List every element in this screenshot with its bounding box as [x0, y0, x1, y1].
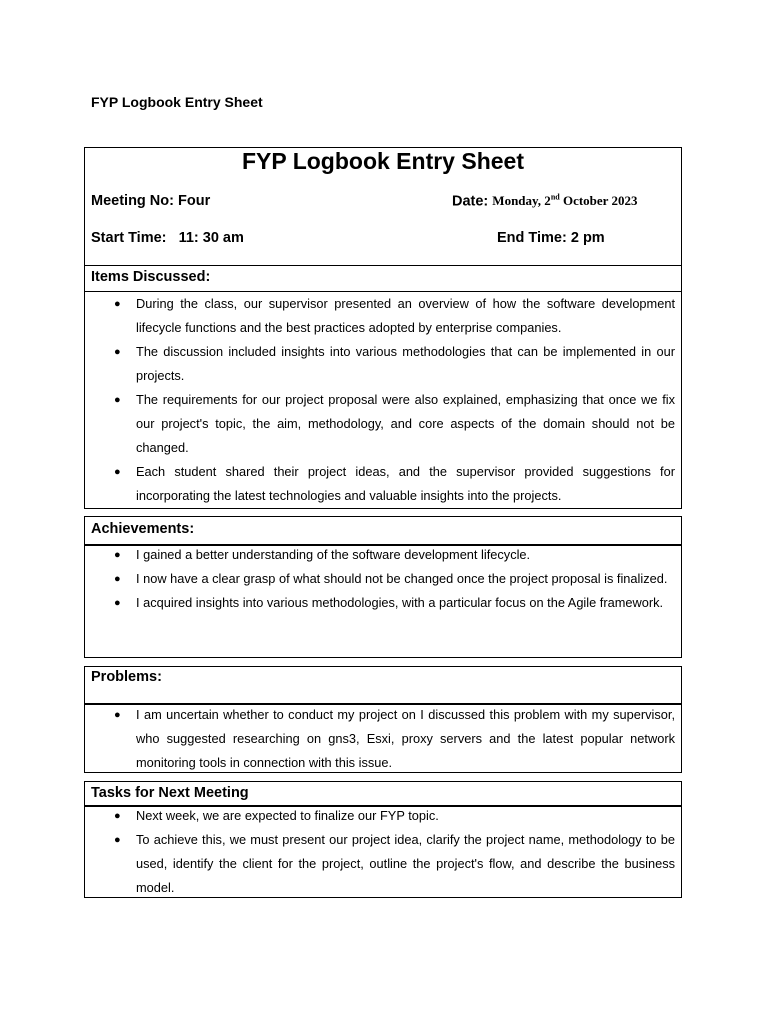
problems-title: Problems:	[84, 666, 682, 704]
start-time-value: 11: 30 am	[178, 230, 244, 246]
items-discussed-title: Items Discussed:	[84, 265, 682, 292]
page-header: FYP Logbook Entry Sheet	[91, 94, 263, 110]
meeting-number-label: Meeting No:	[91, 193, 174, 209]
list-item: ● I acquired insights into various methodologies, with a particular focus on the Agile framework.	[85, 591, 681, 615]
start-time-label: Start Time:	[91, 230, 167, 246]
list-item: ● Each student shared their project ideas, and the supervisor provided suggestions for incorporating the latest technologies and valuable insights into the projects.	[85, 460, 681, 508]
bullet-icon: ●	[114, 466, 121, 478]
sheet-title: FYP Logbook Entry Sheet	[242, 148, 524, 174]
bullet-icon: ●	[114, 573, 121, 585]
problems-body	[84, 704, 682, 773]
start-time-field	[91, 230, 244, 246]
list-item: ● The requirements for our project proposal were also explained, emphasizing that once we fix our project's topic, the aim, methodology, and core aspects of the domain should not be changed.	[85, 388, 681, 460]
achievements-list	[85, 543, 681, 615]
bullet-icon: ●	[114, 709, 121, 721]
bullet-icon: ●	[114, 346, 121, 358]
items-discussed-list	[85, 292, 681, 508]
list-item: ● I gained a better understanding of the software development lifecycle.	[85, 543, 681, 567]
bullet-icon: ●	[114, 394, 121, 406]
tasks-list	[85, 804, 681, 900]
end-time-value: 2 pm	[570, 230, 605, 246]
date-value: Monday, 2nd October 2023	[492, 193, 638, 209]
end-time-field	[497, 230, 605, 246]
bullet-icon: ●	[114, 549, 121, 561]
meeting-number-value: Four	[178, 193, 211, 209]
list-item: ● To achieve this, we must present our project idea, clarify the project name, methodology to be used, identify the client for the project, outline the project's flow, and describe the business model.	[85, 828, 681, 900]
bullet-icon: ●	[114, 810, 121, 822]
list-item: ● I am uncertain whether to conduct my project on I discussed this problem with my supervisor, who suggested researching on gns3, Esxi, proxy servers and the latest popular network monitoring tools in connection with this issue.	[85, 703, 681, 775]
tasks-body	[84, 806, 682, 898]
date-label: Date:	[452, 193, 489, 210]
problems-list	[85, 703, 681, 775]
meeting-number-field	[91, 193, 210, 209]
list-item: ● Next week, we are expected to finalize our FYP topic.	[85, 804, 681, 828]
date-field	[452, 193, 637, 209]
bullet-icon: ●	[114, 298, 121, 310]
items-discussed-body	[84, 292, 682, 509]
list-item: ● I now have a clear grasp of what should not be changed once the project proposal is finalized.	[85, 567, 681, 591]
list-item: ● The discussion included insights into various methodologies that can be implemented in our projects.	[85, 340, 681, 388]
tasks-title: Tasks for Next Meeting	[84, 781, 682, 806]
bullet-icon: ●	[114, 597, 121, 609]
achievements-body	[84, 545, 682, 658]
sheet-header-box	[84, 147, 682, 266]
list-item: ● During the class, our supervisor presented an overview of how the software development lifecycle functions and the best practices adopted by enterprise companies.	[85, 292, 681, 340]
bullet-icon: ●	[114, 834, 121, 846]
end-time-label: End Time:	[497, 230, 567, 246]
achievements-title: Achievements:	[84, 516, 682, 545]
